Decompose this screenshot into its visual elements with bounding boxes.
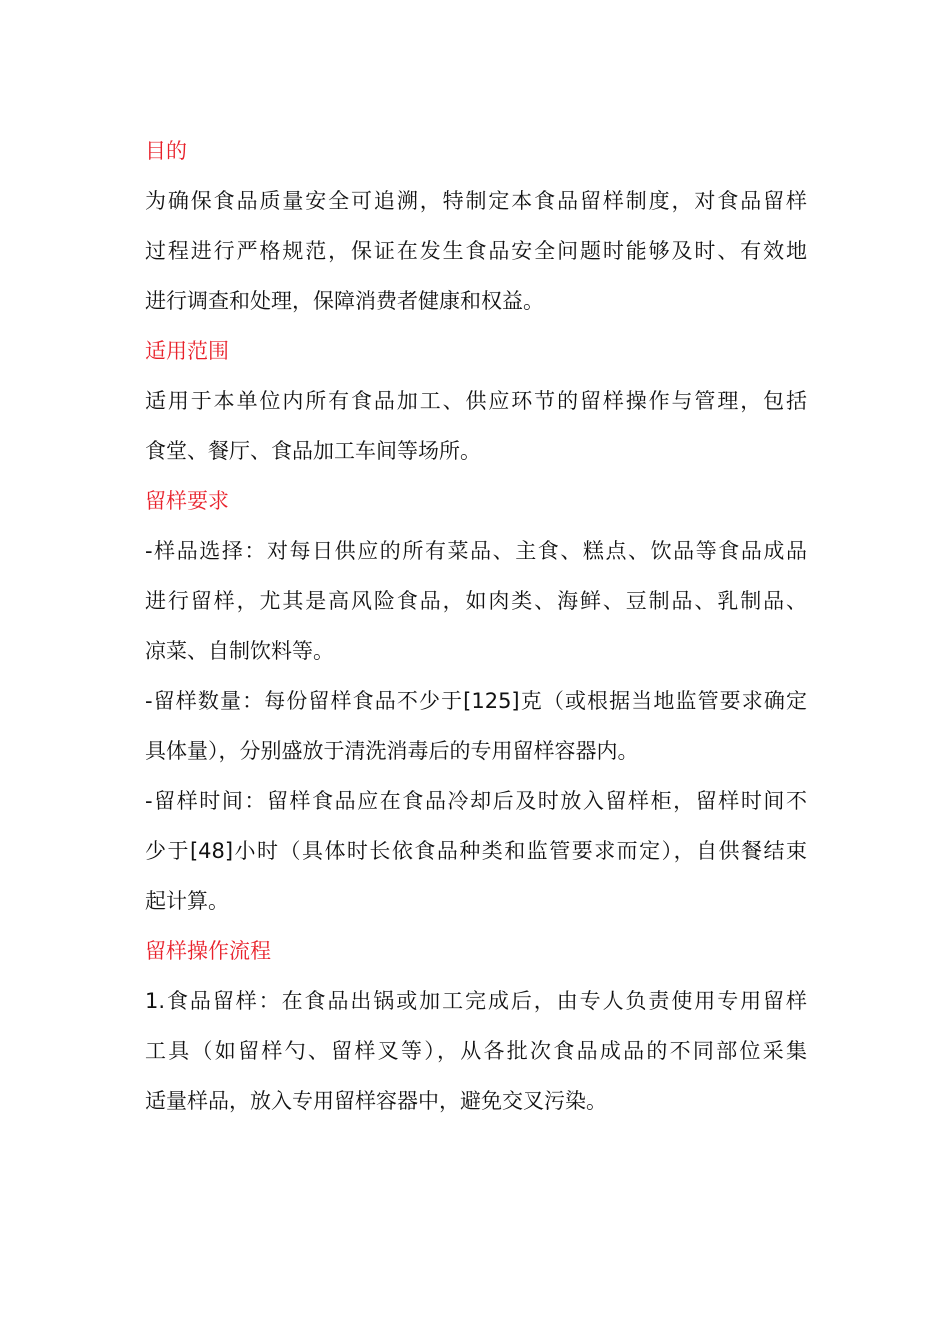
paragraph-sample-selection	[145, 526, 807, 676]
text-line: 工具（如留样勺、留样叉等），从各批次食品成品的不同部位采集	[145, 1039, 807, 1063]
paragraph-sample-time	[145, 776, 807, 926]
text-line: 少于[48]小时（具体时长依食品种类和监管要求而定），自供餐结束	[145, 839, 807, 863]
text-line: 为确保食品质量安全可追溯，特制定本食品留样制度，对食品留样	[145, 189, 807, 213]
section-heading-scope: 适用范围	[145, 339, 229, 363]
paragraph-scope	[145, 376, 807, 476]
text-line: 起计算。	[145, 889, 229, 913]
section-heading-procedure: 留样操作流程	[145, 939, 271, 963]
text-line: 适用于本单位内所有食品加工、供应环节的留样操作与管理，包括	[145, 389, 807, 413]
text-line: 具体量），分别盛放于清洗消毒后的专用留样容器内。	[145, 739, 639, 763]
text-line: 1.食品留样：在食品出锅或加工完成后，由专人负责使用专用留样	[145, 989, 807, 1013]
section-heading-purpose: 目的	[145, 139, 187, 163]
text-line: 过程进行严格规范，保证在发生食品安全问题时能够及时、有效地	[145, 239, 807, 263]
paragraph-purpose	[145, 176, 807, 326]
text-line: -留样时间：留样食品应在食品冷却后及时放入留样柜，留样时间不	[145, 789, 807, 813]
text-line: -样品选择：对每日供应的所有菜品、主食、糕点、饮品等食品成品	[145, 539, 807, 563]
text-line: 食堂、餐厅、食品加工车间等场所。	[145, 439, 481, 463]
paragraph-procedure-step-1	[145, 976, 807, 1126]
section-heading-requirements: 留样要求	[145, 489, 229, 513]
text-line: 适量样品，放入专用留样容器中，避免交叉污染。	[145, 1089, 607, 1113]
document-body	[145, 126, 807, 1126]
paragraph-sample-quantity	[145, 676, 807, 776]
text-line: 进行调查和处理，保障消费者健康和权益。	[145, 289, 544, 313]
text-line: 凉菜、自制饮料等。	[145, 639, 334, 663]
text-line: 进行留样，尤其是高风险食品，如肉类、海鲜、豆制品、乳制品、	[145, 589, 807, 613]
text-line: -留样数量：每份留样食品不少于[125]克（或根据当地监管要求确定	[145, 689, 807, 713]
